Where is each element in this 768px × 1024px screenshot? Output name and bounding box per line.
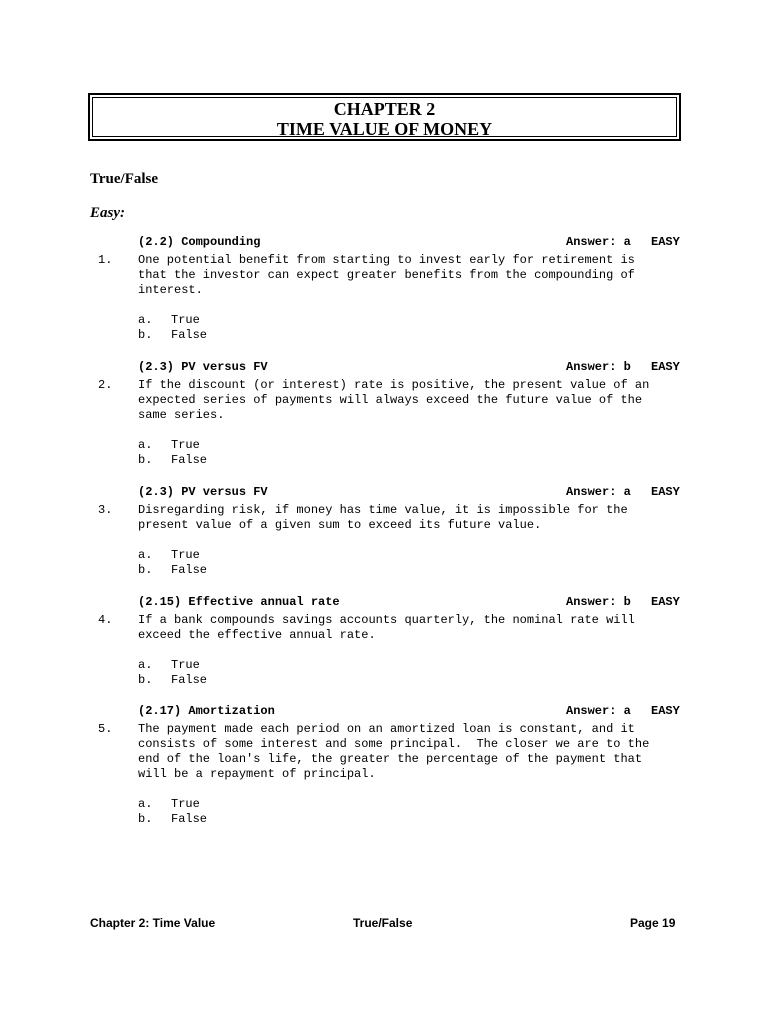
question-item <box>0 485 768 578</box>
question-line: One potential benefit from starting to invest early for retirement is <box>138 253 635 267</box>
question-level: EASY <box>651 235 680 249</box>
question-level: EASY <box>651 360 680 374</box>
option-text: False <box>171 328 208 342</box>
option-letter: a. <box>138 313 153 327</box>
chapter-title-box <box>88 93 681 141</box>
question-text <box>138 722 683 782</box>
question-body <box>0 503 768 533</box>
question-header <box>0 360 768 375</box>
option-text: True <box>171 438 200 452</box>
option-letter: a. <box>138 797 153 811</box>
question-answer: Answer: b <box>566 360 631 374</box>
option-letter: a. <box>138 658 153 672</box>
option-b <box>138 453 768 468</box>
question-line: Disregarding risk, if money has time value, it is impossible for the <box>138 503 628 517</box>
question-line: consists of some interest and some principal. The closer we are to the <box>138 737 650 751</box>
question-number: 3. <box>98 503 113 517</box>
option-text: False <box>171 812 208 826</box>
question-line: present value of a given sum to exceed its future value. <box>138 518 542 532</box>
question-topic: (2.15) Effective annual rate <box>138 595 340 609</box>
difficulty-heading: Easy: <box>90 205 125 221</box>
answer-options <box>138 313 768 343</box>
footer-section: True/False <box>353 916 413 930</box>
question-answer: Answer: a <box>566 235 631 249</box>
question-line: The payment made each period on an amortized loan is constant, and it <box>138 722 635 736</box>
question-number: 4. <box>98 613 113 627</box>
option-b <box>138 812 768 827</box>
chapter-title: TIME VALUE OF MONEY <box>276 119 493 139</box>
option-a <box>138 797 768 812</box>
question-header <box>0 595 768 610</box>
question-item <box>0 704 768 827</box>
question-level: EASY <box>651 485 680 499</box>
option-text: True <box>171 313 200 327</box>
question-answer: Answer: a <box>566 704 631 718</box>
option-letter: a. <box>138 548 153 562</box>
question-level: EASY <box>651 704 680 718</box>
chapter-title-inner <box>92 97 677 137</box>
question-line: exceed the effective annual rate. <box>138 628 376 642</box>
question-number: 1. <box>98 253 113 267</box>
option-b <box>138 328 768 343</box>
question-item <box>0 235 768 343</box>
option-b <box>138 563 768 578</box>
option-text: True <box>171 658 200 672</box>
option-text: False <box>171 673 208 687</box>
question-line: If the discount (or interest) rate is positive, the present value of an <box>138 378 650 392</box>
question-number: 5. <box>98 722 113 736</box>
question-level: EASY <box>651 595 680 609</box>
question-body <box>0 378 768 423</box>
question-item <box>0 595 768 688</box>
chapter-number: CHAPTER 2 <box>333 99 436 119</box>
option-letter: b. <box>138 812 153 826</box>
answer-options <box>138 438 768 468</box>
question-number: 2. <box>98 378 113 392</box>
question-topic: (2.2) Compounding <box>138 235 261 249</box>
option-letter: b. <box>138 453 153 467</box>
option-a <box>138 658 768 673</box>
option-text: True <box>171 548 200 562</box>
question-text <box>138 378 683 423</box>
option-letter: b. <box>138 563 153 577</box>
question-answer: Answer: a <box>566 485 631 499</box>
answer-options <box>138 797 768 827</box>
option-text: True <box>171 797 200 811</box>
question-topic: (2.17) Amortization <box>138 704 275 718</box>
question-answer: Answer: b <box>566 595 631 609</box>
answer-options <box>138 658 768 688</box>
footer-chapter: Chapter 2: Time Value <box>90 916 216 930</box>
option-letter: b. <box>138 673 153 687</box>
question-line: same series. <box>138 408 225 422</box>
question-text <box>138 503 683 533</box>
question-item <box>0 360 768 468</box>
question-line: expected series of payments will always exceed the future value of the <box>138 393 643 407</box>
section-heading: True/False <box>90 171 159 187</box>
question-body <box>0 253 768 298</box>
question-topic: (2.3) PV versus FV <box>138 485 268 499</box>
question-line: interest. <box>138 283 203 297</box>
option-letter: b. <box>138 328 153 342</box>
question-body <box>0 722 768 782</box>
option-letter: a. <box>138 438 153 452</box>
option-b <box>138 673 768 688</box>
question-line: that the investor can expect greater benefits from the compounding of <box>138 268 635 282</box>
question-header <box>0 235 768 250</box>
question-text <box>138 253 683 298</box>
answer-options <box>138 548 768 578</box>
question-line: If a bank compounds savings accounts quarterly, the nominal rate will <box>138 613 635 627</box>
question-line: will be a repayment of principal. <box>138 767 376 781</box>
footer-page-number: Page 19 <box>630 916 676 930</box>
option-a <box>138 313 768 328</box>
question-header <box>0 485 768 500</box>
option-text: False <box>171 453 208 467</box>
option-a <box>138 438 768 453</box>
option-a <box>138 548 768 563</box>
question-header <box>0 704 768 719</box>
question-topic: (2.3) PV versus FV <box>138 360 268 374</box>
question-text <box>138 613 683 643</box>
question-line: end of the loan's life, the greater the percentage of the payment that <box>138 752 643 766</box>
question-body <box>0 613 768 643</box>
option-text: False <box>171 563 208 577</box>
